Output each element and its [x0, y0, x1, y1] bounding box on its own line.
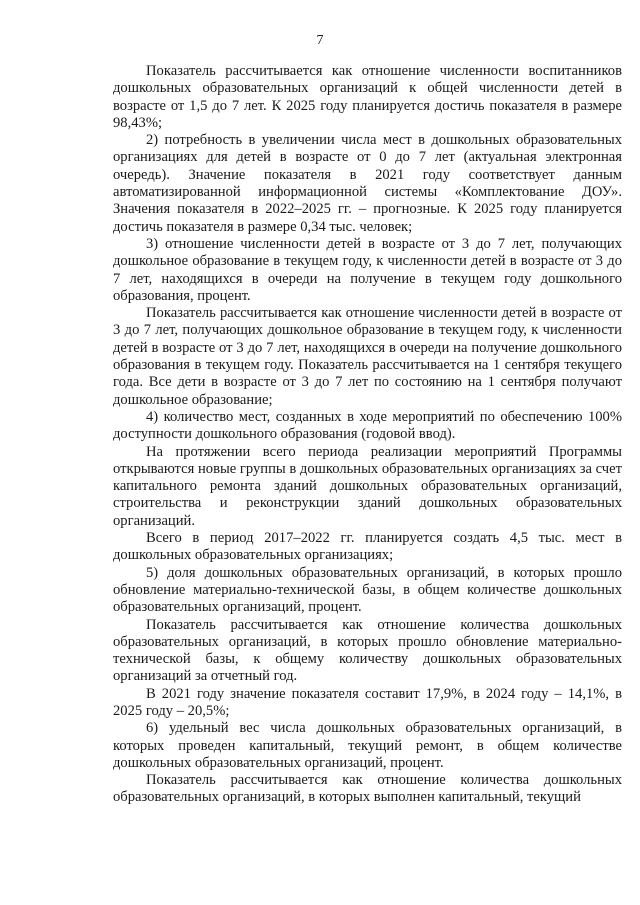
page-number: 7 [316, 33, 324, 48]
document-body [113, 63, 622, 807]
paragraph: Показатель рассчитывается как отношение численности детей в возрасте от 3 до 7 лет, получающих дошкольное образование в текущем году, к численности детей в возрасте от 3 до 7 лет, находящихся в очереди на получение дошкольного образования в текущем году. Показатель рассчитывается на 1 сентября текущего года. Все дети в возрасте от 3 до 7 лет по состоянию на 1 сентября получают дошкольное образование; [113, 305, 622, 408]
paragraph: Показатель рассчитывается как отношение численности воспитанников дошкольных образовательных организаций к общей численности детей в возрасте от 1,5 до 7 лет. К 2025 году планируется достичь показателя в размере 98,43%; [113, 63, 622, 131]
paragraph: 3) отношение численности детей в возрасте от 3 до 7 лет, получающих дошкольное образование в текущем году, к численности детей в возрасте от 3 до 7 лет, находящихся в очереди на получение в текущем году дошкольного образования, процент. [113, 235, 622, 304]
paragraph: На протяжении всего периода реализации мероприятий Программы открываются новые группы в дошкольных образовательных организациях за счет капитального ремонта зданий дошкольных образовательных организаций, строительства и реконструкции зданий дошкольных образовательных организаций. [113, 443, 622, 529]
paragraph: 5) доля дошкольных образовательных организаций, в которых прошло обновление материально-технической базы, в общем количестве дошкольных образовательных организаций, процент. [113, 564, 622, 616]
paragraph: 6) удельный вес числа дошкольных образовательных организаций, в которых проведен капитальный, текущий ремонт, в общем количестве дошкольных образовательных организаций, процент. [113, 720, 622, 771]
paragraph: Всего в период 2017–2022 гг. планируется создать 4,5 тыс. мест в дошкольных образовательных организациях; [113, 530, 622, 564]
paragraph: Показатель рассчитывается как отношение количества дошкольных образовательных организаций, в которых прошло обновление материально-технической базы, к общему количеству дошкольных образовательных организаций за отчетный год. [113, 616, 622, 685]
paragraph: Показатель рассчитывается как отношение количества дошкольных образовательных организаций, в которых выполнен капитальный, текущий [113, 772, 622, 806]
paragraph: В 2021 году значение показателя составит 17,9%, в 2024 году – 14,1%, в 2025 году – 20,5%; [113, 685, 622, 719]
paragraph: 4) количество мест, созданных в ходе мероприятий по обеспечению 100% доступности дошкольного образования (годовой ввод). [113, 408, 622, 443]
paragraph: 2) потребность в увеличении числа мест в дошкольных образовательных организациях для детей в возрасте от 0 до 7 лет (актуальная электронная очередь). Значение показателя в 2021 году соответствует данным автоматизированной информационной системы «Комплектование ДОУ». Значения показателя в 2022–2025 гг. – прогнозные. К 2025 году планируется достичь показателя в размере 0,34 тыс. человек; [113, 132, 622, 235]
